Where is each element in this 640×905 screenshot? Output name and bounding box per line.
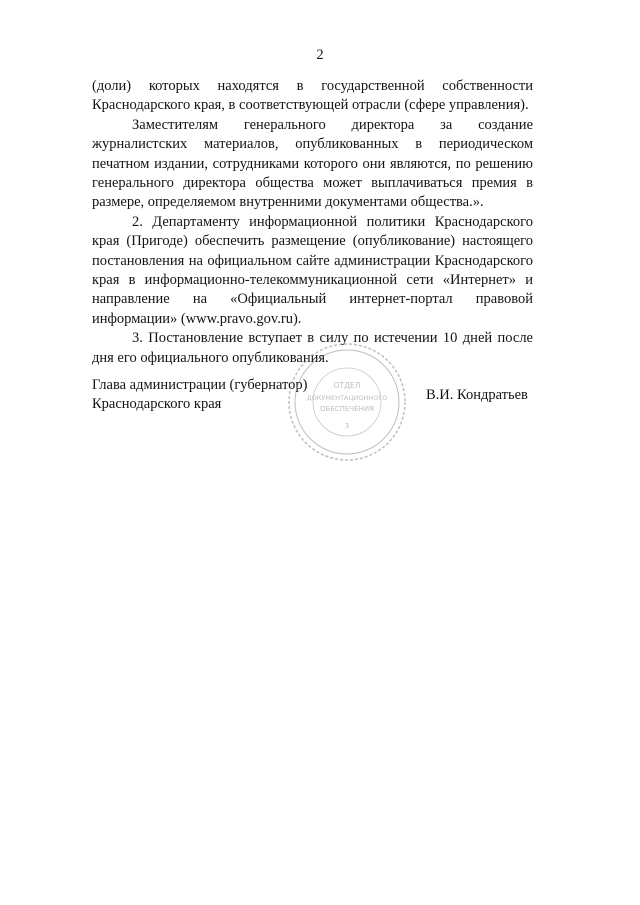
signatory-position-line2: Краснодарского края xyxy=(92,396,222,413)
signatory-position xyxy=(92,376,308,415)
stamp-number: 3 xyxy=(344,422,350,430)
paragraph-deputies-bonus: Заместителям генерального директора за создание журналистских материалов, опубликованных в периодическом печатном издании, сотрудниками которого они являются, по решению генерального директора общества может выплачиваться премия в размере, определяемом внутренними документами общества.». xyxy=(92,116,533,211)
paragraph-continuation: (доли) которых находятся в государственной собственности Краснодарского края, в соответствующей отрасли (сфере управления). xyxy=(92,78,533,114)
paragraph-item-2: 2. Департаменту информационной политики Краснодарского края (Пригоде) обеспечить размещение (опубликование) настоящего постановления на официальном сайте администрации Краснодарского края в информационно-телекоммуникационной сети «Интернет» и направление на «Официальный интернет-портал правовой информации» (www.pravo.gov.ru). xyxy=(92,213,533,327)
page-number: 2 xyxy=(316,47,324,63)
official-stamp xyxy=(285,340,409,464)
paragraph-item-3: 3. Постановление вступает в силу по истечении 10 дней после дня его официального опубликования. xyxy=(92,330,533,366)
stamp-line3: ОБЕСПЕЧЕНИЯ xyxy=(320,405,374,413)
stamp-line2: ДОКУМЕНТАЦИОННОГО xyxy=(306,394,388,402)
signatory-name: В.И. Кондратьев xyxy=(426,387,528,403)
signatory-position-line1: Глава администрации (губернатор) xyxy=(92,377,308,393)
document-body xyxy=(92,77,533,368)
stamp-line1: ОТДЕЛ xyxy=(333,381,361,390)
